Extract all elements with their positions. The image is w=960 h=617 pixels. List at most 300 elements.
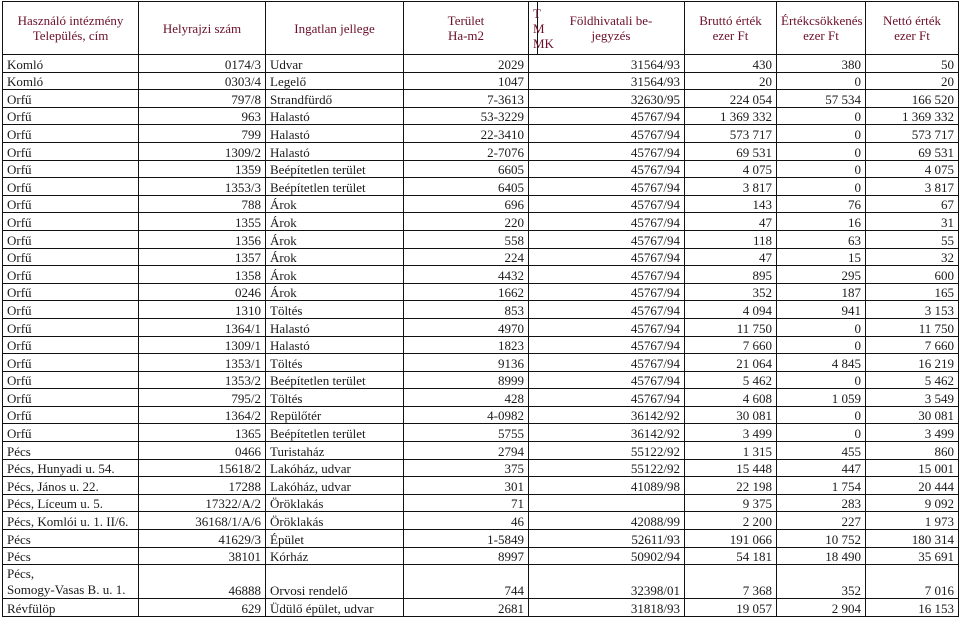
cell-land-registry: 32398/01 <box>529 565 685 599</box>
cell-area: 8999 <box>404 371 529 389</box>
cell-property-type: Halastó <box>266 107 404 125</box>
cell-property-type: Üdülő épület, udvar <box>266 599 404 617</box>
cell-depreciation: 0 <box>777 107 866 125</box>
cell-property-type: Strandfürdő <box>266 90 404 108</box>
header-line: Terület <box>447 13 485 28</box>
cell-location: Orfű <box>3 90 139 108</box>
header-line: Értékcsökkenés <box>781 13 863 28</box>
cell-parcel-number: 799 <box>139 125 266 143</box>
table-row <box>3 230 959 248</box>
table-row <box>3 195 959 213</box>
cell-net-value: 67 <box>866 195 959 213</box>
cell-parcel-number: 1359 <box>139 160 266 178</box>
cell-parcel-number: 1356 <box>139 230 266 248</box>
cell-location: Pécs, János u. 22. <box>3 477 139 495</box>
cell-depreciation: 18 490 <box>777 547 866 565</box>
cell-land-registry: 45767/94 <box>529 248 685 266</box>
cell-net-value: 3 153 <box>866 301 959 319</box>
cell-location: Orfű <box>3 160 139 178</box>
cell-location: Orfű <box>3 424 139 442</box>
cell-land-registry: 45767/94 <box>529 142 685 160</box>
cell-land-registry: 45767/94 <box>529 318 685 336</box>
cell-property-type: Öröklakás <box>266 494 404 512</box>
cell-net-value: 30 081 <box>866 406 959 424</box>
cell-property-type: Töltés <box>266 389 404 407</box>
cell-land-registry: 32630/95 <box>529 90 685 108</box>
table-row <box>3 459 959 477</box>
cell-gross-value: 7 368 <box>685 565 777 599</box>
cell-location: Orfű <box>3 213 139 231</box>
cell-area: 2794 <box>404 442 529 460</box>
cell-parcel-number: 1309/1 <box>139 336 266 354</box>
cell-area: 8997 <box>404 547 529 565</box>
cell-parcel-number: 1309/2 <box>139 142 266 160</box>
cell-gross-value: 1 369 332 <box>685 107 777 125</box>
cell-depreciation: 0 <box>777 125 866 143</box>
cell-gross-value: 7 660 <box>685 336 777 354</box>
cell-parcel-number: 0246 <box>139 283 266 301</box>
cell-gross-value: 352 <box>685 283 777 301</box>
cell-location: Orfű <box>3 406 139 424</box>
cell-land-registry: 45767/94 <box>529 107 685 125</box>
cell-depreciation: 295 <box>777 266 866 284</box>
cell-gross-value: 1 315 <box>685 442 777 460</box>
cell-gross-value: 47 <box>685 248 777 266</box>
cell-property-type: Halastó <box>266 318 404 336</box>
cell-location: Orfű <box>3 389 139 407</box>
cell-parcel-number: 0303/4 <box>139 72 266 90</box>
header-line: Település, cím <box>32 28 109 43</box>
cell-parcel-number: 797/8 <box>139 90 266 108</box>
cell-area: 53-3229 <box>404 107 529 125</box>
header-line: ezer Ft <box>894 28 930 43</box>
cell-parcel-number: 41629/3 <box>139 530 266 548</box>
cell-depreciation: 0 <box>777 142 866 160</box>
cell-depreciation: 455 <box>777 442 866 460</box>
cell-area: 2029 <box>404 55 529 73</box>
cell-location: Orfű <box>3 301 139 319</box>
cell-area: 1047 <box>404 72 529 90</box>
cell-gross-value: 143 <box>685 195 777 213</box>
header-line: Bruttó érték <box>699 13 762 28</box>
cell-property-type: Lakóház, udvar <box>266 477 404 495</box>
cell-net-value: 31 <box>866 213 959 231</box>
cell-land-registry: 50902/94 <box>529 547 685 565</box>
cell-location: Orfű <box>3 248 139 266</box>
table-row <box>3 494 959 512</box>
cell-net-value: 860 <box>866 442 959 460</box>
cell-area: 4432 <box>404 266 529 284</box>
table-row <box>3 266 959 284</box>
header-line: Földhivatali be- <box>569 13 653 28</box>
header-parcel-number <box>139 2 266 55</box>
cell-property-type: Beépítetlen terület <box>266 371 404 389</box>
cell-gross-value: 4 608 <box>685 389 777 407</box>
cell-area: 7-3613 <box>404 90 529 108</box>
cell-land-registry: 31564/93 <box>529 72 685 90</box>
cell-parcel-number: 36168/1/A/6 <box>139 512 266 530</box>
cell-property-type: Árok <box>266 230 404 248</box>
header-gross-value <box>685 2 777 55</box>
cell-net-value: 50 <box>866 55 959 73</box>
cell-parcel-number: 1355 <box>139 213 266 231</box>
property-table <box>2 1 959 617</box>
cell-property-type: Beépítetlen terület <box>266 424 404 442</box>
cell-location: Orfű <box>3 125 139 143</box>
cell-parcel-number: 17288 <box>139 477 266 495</box>
cell-net-value: 600 <box>866 266 959 284</box>
cell-land-registry: 31818/93 <box>529 599 685 617</box>
cell-gross-value: 118 <box>685 230 777 248</box>
cell-area: 428 <box>404 389 529 407</box>
cell-property-type: Lakóház, udvar <box>266 459 404 477</box>
cell-land-registry: 45767/94 <box>529 283 685 301</box>
cell-property-type: Halastó <box>266 142 404 160</box>
cell-net-value: 20 444 <box>866 477 959 495</box>
cell-depreciation: 0 <box>777 178 866 196</box>
cell-parcel-number: 1353/1 <box>139 354 266 372</box>
cell-property-type: Halastó <box>266 336 404 354</box>
cell-depreciation: 0 <box>777 160 866 178</box>
cell-property-type: Kórház <box>266 547 404 565</box>
cell-parcel-number: 1353/3 <box>139 178 266 196</box>
cell-area: 22-3410 <box>404 125 529 143</box>
header-line: Helyrajzi szám <box>162 20 242 36</box>
cell-land-registry: 55122/92 <box>529 442 685 460</box>
cell-parcel-number: 46888 <box>139 565 266 599</box>
header-line: Használó intézmény <box>17 13 124 28</box>
cell-land-registry: 45767/94 <box>529 230 685 248</box>
cell-property-type: Turistaház <box>266 442 404 460</box>
cell-land-registry: 42088/99 <box>529 512 685 530</box>
cell-land-registry: 36142/92 <box>529 406 685 424</box>
cell-gross-value: 2 200 <box>685 512 777 530</box>
cell-depreciation: 76 <box>777 195 866 213</box>
cell-net-value: 166 520 <box>866 90 959 108</box>
cell-land-registry <box>529 494 685 512</box>
cell-location: Komló <box>3 72 139 90</box>
cell-gross-value: 69 531 <box>685 142 777 160</box>
cell-gross-value: 430 <box>685 55 777 73</box>
header-row <box>3 2 959 55</box>
cell-depreciation: 0 <box>777 336 866 354</box>
cell-location: Orfű <box>3 142 139 160</box>
cell-area: 220 <box>404 213 529 231</box>
cell-land-registry: 45767/94 <box>529 301 685 319</box>
cell-land-registry: 45767/94 <box>529 336 685 354</box>
cell-net-value: 7 660 <box>866 336 959 354</box>
cell-location: Pécs <box>3 530 139 548</box>
cell-location: Orfű <box>3 266 139 284</box>
cell-area: 6405 <box>404 178 529 196</box>
cell-property-type: Árok <box>266 283 404 301</box>
cell-area: 6605 <box>404 160 529 178</box>
cell-depreciation: 0 <box>777 72 866 90</box>
cell-net-value: 1 973 <box>866 512 959 530</box>
cell-gross-value: 4 094 <box>685 301 777 319</box>
cell-depreciation: 15 <box>777 248 866 266</box>
table-row <box>3 512 959 530</box>
cell-land-registry: 45767/94 <box>529 354 685 372</box>
header-line: ezer Ft <box>803 28 839 43</box>
cell-net-value: 5 462 <box>866 371 959 389</box>
header-net-value <box>866 2 959 55</box>
cell-depreciation: 57 534 <box>777 90 866 108</box>
cell-land-registry: 52611/93 <box>529 530 685 548</box>
cell-area: 301 <box>404 477 529 495</box>
cell-gross-value: 30 081 <box>685 406 777 424</box>
cell-property-type: Árok <box>266 213 404 231</box>
cell-gross-value: 11 750 <box>685 318 777 336</box>
cell-depreciation: 187 <box>777 283 866 301</box>
cell-parcel-number: 1364/2 <box>139 406 266 424</box>
cell-property-type: Udvar <box>266 55 404 73</box>
table-row <box>3 142 959 160</box>
cell-property-type: Beépítetlen terület <box>266 160 404 178</box>
cell-gross-value: 15 448 <box>685 459 777 477</box>
cell-gross-value: 573 717 <box>685 125 777 143</box>
cell-depreciation: 380 <box>777 55 866 73</box>
cell-location: Pécs, Hunyadi u. 54. <box>3 459 139 477</box>
cell-land-registry: 45767/94 <box>529 371 685 389</box>
cell-location: Orfű <box>3 336 139 354</box>
cell-property-type: Repülőtér <box>266 406 404 424</box>
cell-gross-value: 224 054 <box>685 90 777 108</box>
cell-property-type: Öröklakás <box>266 512 404 530</box>
cell-net-value: 3 549 <box>866 389 959 407</box>
table-row <box>3 178 959 196</box>
cell-area: 2-7076 <box>404 142 529 160</box>
cell-parcel-number: 795/2 <box>139 389 266 407</box>
cell-property-type: Épület <box>266 530 404 548</box>
cell-parcel-number: 17322/A/2 <box>139 494 266 512</box>
cell-location: Orfű <box>3 230 139 248</box>
cell-land-registry: 45767/94 <box>529 195 685 213</box>
cell-parcel-number: 1310 <box>139 301 266 319</box>
cell-depreciation: 2 904 <box>777 599 866 617</box>
cell-area: 1662 <box>404 283 529 301</box>
cell-depreciation: 0 <box>777 318 866 336</box>
cell-location: Pécs, Komlói u. 1. II/6. <box>3 512 139 530</box>
table-row <box>3 55 959 73</box>
cell-location: Orfű <box>3 354 139 372</box>
cell-area: 224 <box>404 248 529 266</box>
cell-land-registry: 45767/94 <box>529 125 685 143</box>
table-row <box>3 301 959 319</box>
cell-depreciation: 1 059 <box>777 389 866 407</box>
cell-depreciation: 352 <box>777 565 866 599</box>
cell-gross-value: 9 375 <box>685 494 777 512</box>
table-row <box>3 318 959 336</box>
cell-net-value: 9 092 <box>866 494 959 512</box>
cell-area: 1-5849 <box>404 530 529 548</box>
cell-property-type: Töltés <box>266 301 404 319</box>
cell-location: Orfű <box>3 318 139 336</box>
table-row <box>3 336 959 354</box>
table-row <box>3 283 959 301</box>
cell-parcel-number: 0174/3 <box>139 55 266 73</box>
cell-depreciation: 0 <box>777 406 866 424</box>
cell-parcel-number: 1358 <box>139 266 266 284</box>
cell-depreciation: 63 <box>777 230 866 248</box>
cell-land-registry: 41089/98 <box>529 477 685 495</box>
cell-net-value: 32 <box>866 248 959 266</box>
table-row <box>3 599 959 617</box>
cell-land-registry: 31564/93 <box>529 55 685 73</box>
table-row <box>3 90 959 108</box>
cell-area: 558 <box>404 230 529 248</box>
cell-land-registry: 36142/92 <box>529 424 685 442</box>
cell-net-value: 3 499 <box>866 424 959 442</box>
header-property-type <box>266 2 404 55</box>
table-row <box>3 442 959 460</box>
cell-area: 4970 <box>404 318 529 336</box>
cell-depreciation: 447 <box>777 459 866 477</box>
cell-parcel-number: 788 <box>139 195 266 213</box>
cell-gross-value: 895 <box>685 266 777 284</box>
cell-property-type: Árok <box>266 195 404 213</box>
table-row <box>3 248 959 266</box>
cell-depreciation: 4 845 <box>777 354 866 372</box>
cell-depreciation: 227 <box>777 512 866 530</box>
table-row <box>3 107 959 125</box>
cell-gross-value: 21 064 <box>685 354 777 372</box>
table-row <box>3 424 959 442</box>
cell-property-type: Árok <box>266 248 404 266</box>
cell-area: 46 <box>404 512 529 530</box>
table-row <box>3 371 959 389</box>
cell-parcel-number: 1365 <box>139 424 266 442</box>
table-row <box>3 354 959 372</box>
cell-area: 71 <box>404 494 529 512</box>
cell-parcel-number: 629 <box>139 599 266 617</box>
cell-property-type: Halastó <box>266 125 404 143</box>
cell-location: Pécs <box>3 547 139 565</box>
table-row <box>3 565 959 599</box>
table-row <box>3 530 959 548</box>
cell-area: 9136 <box>404 354 529 372</box>
cell-location: Orfű <box>3 283 139 301</box>
cell-parcel-number: 0466 <box>139 442 266 460</box>
cell-area: 696 <box>404 195 529 213</box>
cell-net-value: 20 <box>866 72 959 90</box>
header-depreciation <box>777 2 866 55</box>
cell-land-registry: 45767/94 <box>529 266 685 284</box>
cell-parcel-number: 1364/1 <box>139 318 266 336</box>
cell-location: Pécs, Somogy-Vasas B. u. 1. <box>3 565 139 599</box>
cell-property-type: Orvosi rendelő <box>266 565 404 599</box>
cell-location: Orfű <box>3 178 139 196</box>
cell-net-value: 11 750 <box>866 318 959 336</box>
cell-property-type: Árok <box>266 266 404 284</box>
table-row <box>3 406 959 424</box>
header-tmk: T M MK <box>529 2 538 55</box>
cell-area: 2681 <box>404 599 529 617</box>
table-row <box>3 213 959 231</box>
cell-area: 744 <box>404 565 529 599</box>
cell-location: Pécs <box>3 442 139 460</box>
header-line: ezer Ft <box>712 28 749 43</box>
cell-gross-value: 4 075 <box>685 160 777 178</box>
cell-gross-value: 19 057 <box>685 599 777 617</box>
cell-depreciation: 10 752 <box>777 530 866 548</box>
table-row <box>3 72 959 90</box>
cell-gross-value: 20 <box>685 72 777 90</box>
header-line: Ha-m2 <box>447 28 485 43</box>
header-line: Nettó érték <box>882 13 942 28</box>
cell-net-value: 7 016 <box>866 565 959 599</box>
cell-net-value: 180 314 <box>866 530 959 548</box>
cell-depreciation: 0 <box>777 371 866 389</box>
cell-location: Révfülöp <box>3 599 139 617</box>
header-area <box>404 2 529 55</box>
cell-parcel-number: 15618/2 <box>139 459 266 477</box>
cell-gross-value: 22 198 <box>685 477 777 495</box>
cell-area: 1823 <box>404 336 529 354</box>
table-body <box>3 55 959 617</box>
cell-gross-value: 3 817 <box>685 178 777 196</box>
cell-gross-value: 47 <box>685 213 777 231</box>
cell-land-registry: 45767/94 <box>529 160 685 178</box>
cell-location: Orfű <box>3 195 139 213</box>
cell-area: 375 <box>404 459 529 477</box>
cell-depreciation: 283 <box>777 494 866 512</box>
cell-land-registry: 45767/94 <box>529 178 685 196</box>
cell-net-value: 16 219 <box>866 354 959 372</box>
cell-area: 4-0982 <box>404 406 529 424</box>
header-line: jegyzés <box>591 28 631 43</box>
header-land-registry <box>538 2 685 55</box>
cell-depreciation: 1 754 <box>777 477 866 495</box>
cell-net-value: 165 <box>866 283 959 301</box>
cell-land-registry: 45767/94 <box>529 213 685 231</box>
cell-net-value: 69 531 <box>866 142 959 160</box>
cell-land-registry: 55122/92 <box>529 459 685 477</box>
cell-area: 853 <box>404 301 529 319</box>
cell-area: 5755 <box>404 424 529 442</box>
cell-net-value: 3 817 <box>866 178 959 196</box>
cell-location: Komló <box>3 55 139 73</box>
table-row <box>3 389 959 407</box>
cell-net-value: 1 369 332 <box>866 107 959 125</box>
table-row <box>3 547 959 565</box>
cell-property-type: Beépítetlen terület <box>266 178 404 196</box>
cell-depreciation: 0 <box>777 424 866 442</box>
table-row <box>3 160 959 178</box>
cell-net-value: 4 075 <box>866 160 959 178</box>
cell-location: Orfű <box>3 107 139 125</box>
cell-depreciation: 16 <box>777 213 866 231</box>
cell-net-value: 55 <box>866 230 959 248</box>
cell-gross-value: 54 181 <box>685 547 777 565</box>
cell-property-type: Legelő <box>266 72 404 90</box>
cell-parcel-number: 963 <box>139 107 266 125</box>
header-location <box>3 2 139 55</box>
cell-gross-value: 5 462 <box>685 371 777 389</box>
cell-parcel-number: 1357 <box>139 248 266 266</box>
cell-parcel-number: 1353/2 <box>139 371 266 389</box>
cell-gross-value: 3 499 <box>685 424 777 442</box>
cell-depreciation: 941 <box>777 301 866 319</box>
header-line: Ingatlan jellege <box>294 20 375 36</box>
cell-land-registry: 45767/94 <box>529 389 685 407</box>
cell-net-value: 573 717 <box>866 125 959 143</box>
cell-location: Orfű <box>3 371 139 389</box>
cell-property-type: Töltés <box>266 354 404 372</box>
table-row <box>3 125 959 143</box>
cell-parcel-number: 38101 <box>139 547 266 565</box>
cell-gross-value: 191 066 <box>685 530 777 548</box>
